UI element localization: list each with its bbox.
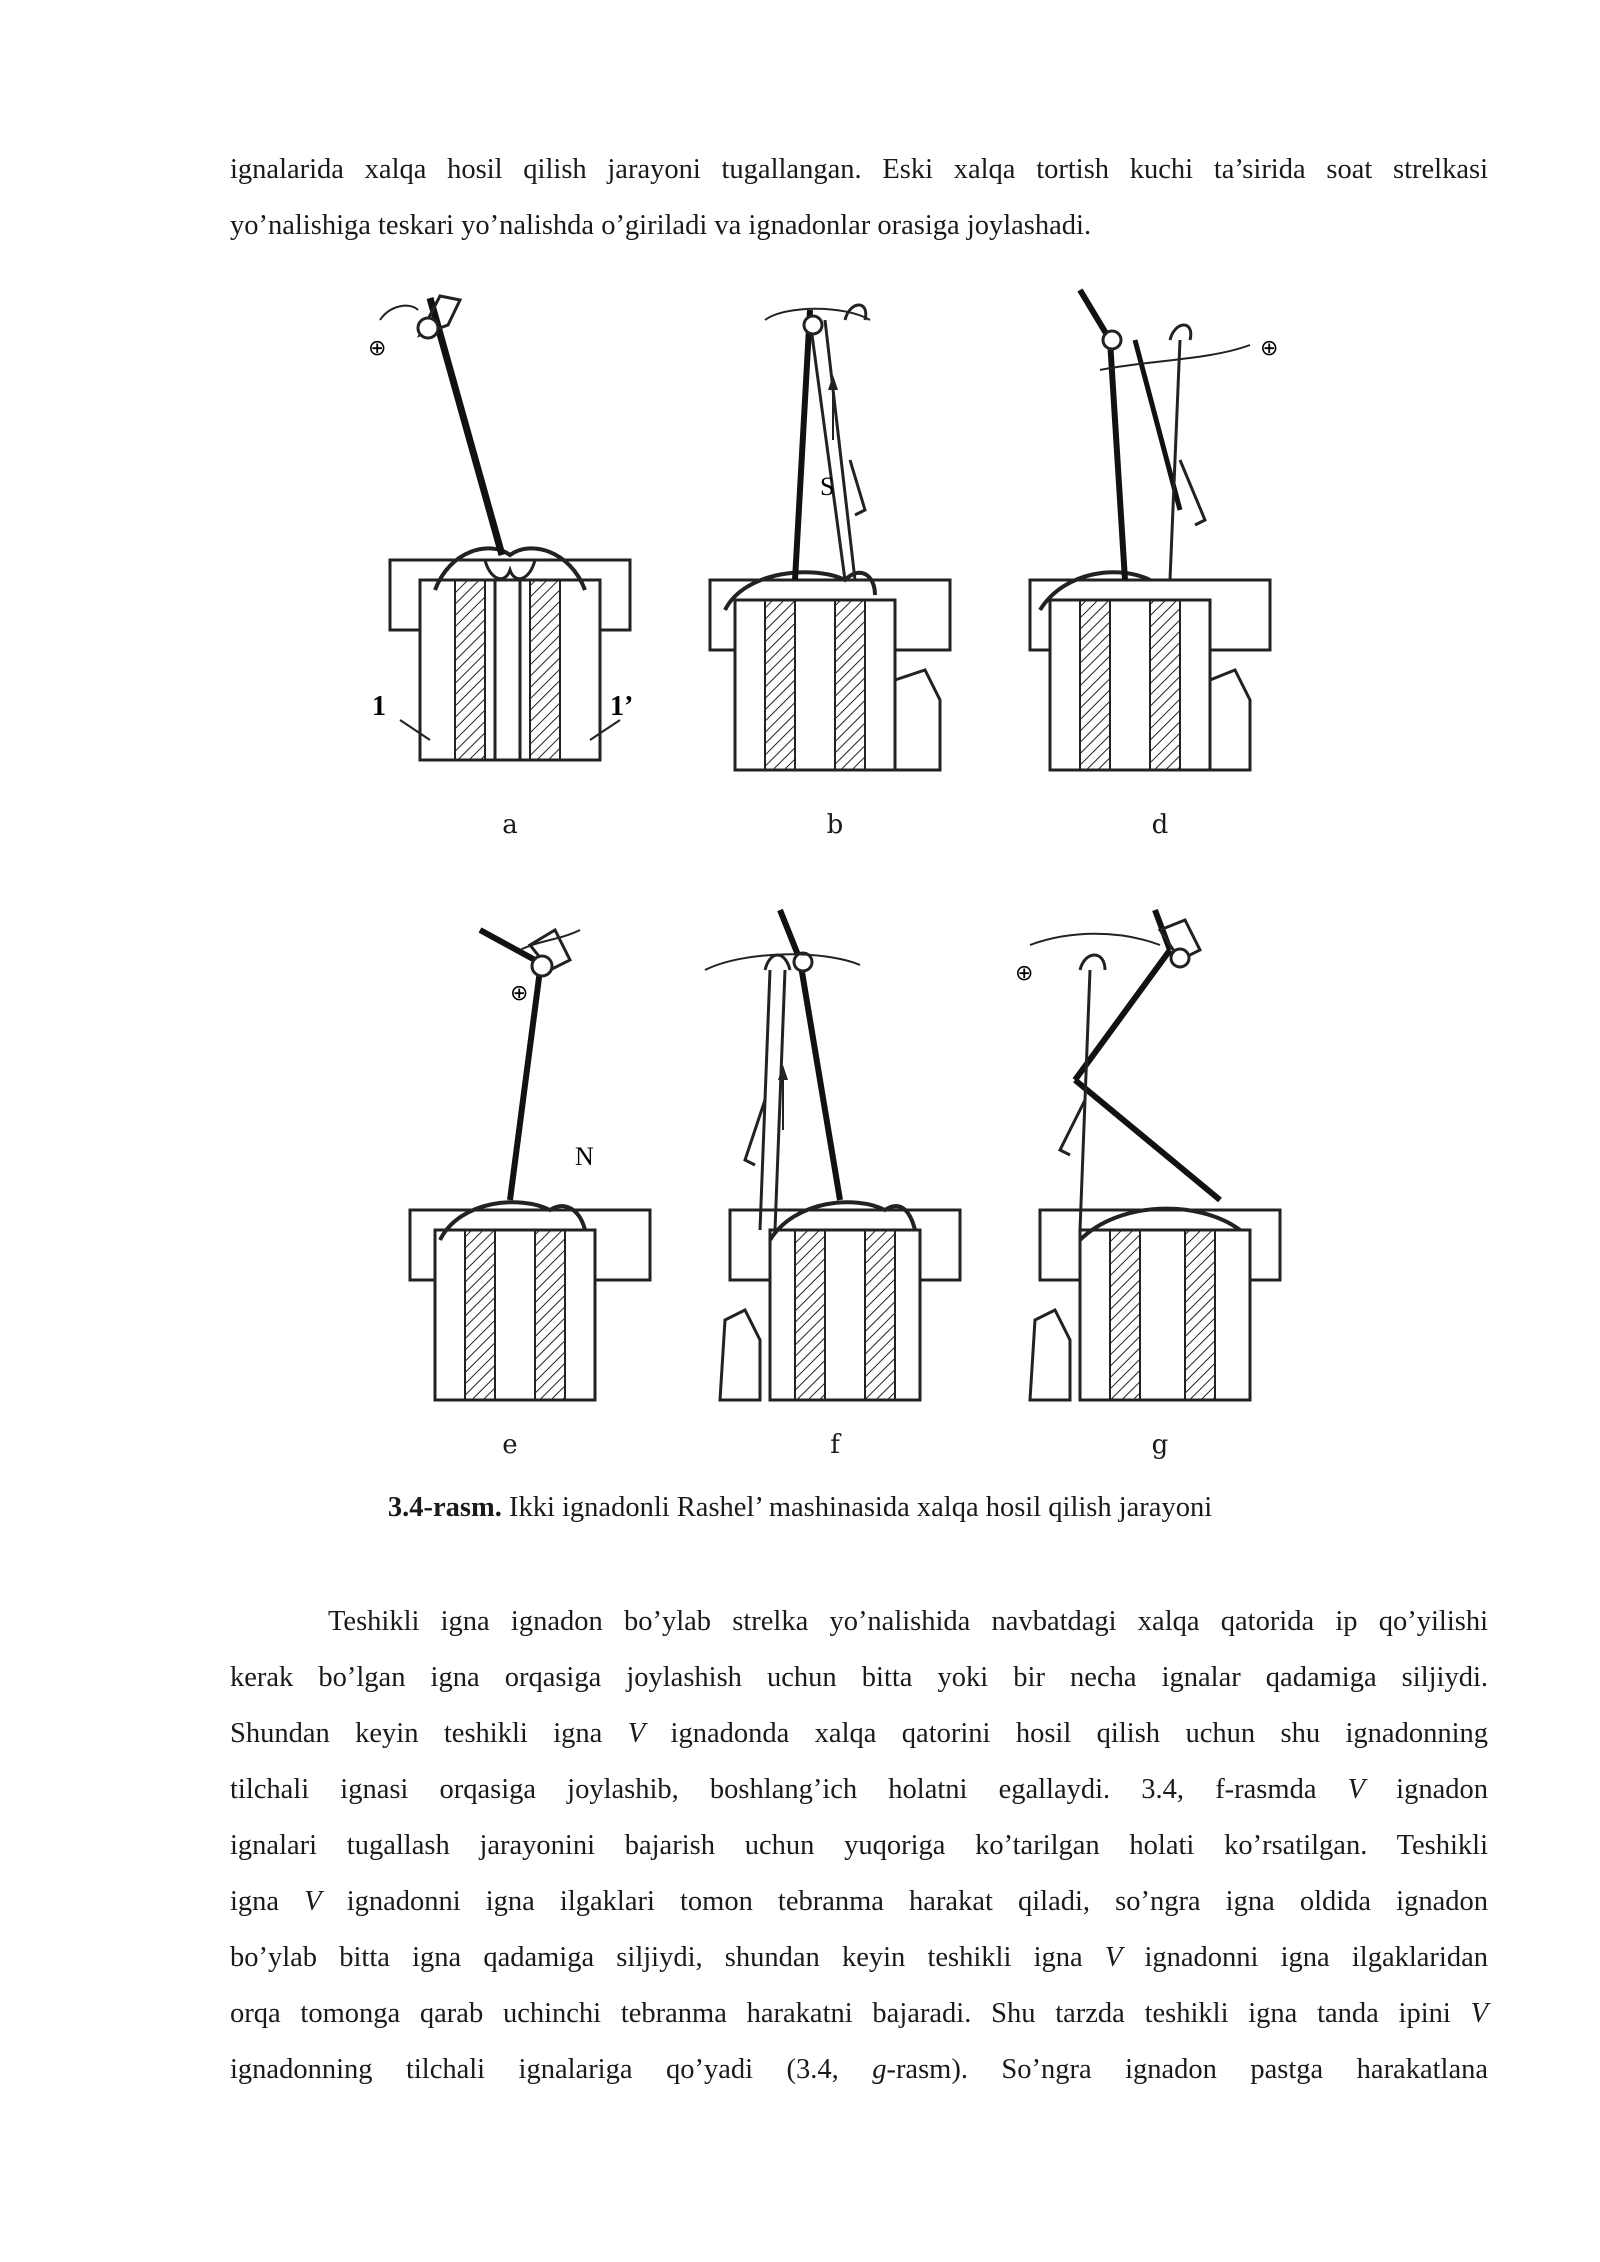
text-line: tilchali ignasi orqasiga joylashib, boshlang’ich holatni egallaydi. 3.4, f-rasmda V ignadon [230, 1774, 1488, 1805]
knitting-diagram-d [1010, 280, 1310, 840]
panel-label-g: g [1151, 1430, 1169, 1460]
text-line: ignalarida xalqa hosil qilish jarayoni tugallangan. Eski xalqa tortish kuchi ta’sirida soat strelkasi [230, 154, 1488, 185]
text-line: bo’ylab bitta igna qadamiga siljiydi, shundan keyin teshikli igna V ignadonni igna ilgaklaridan [230, 1942, 1488, 1973]
figure-3-4 [360, 280, 1310, 1470]
panel-label-f: f [830, 1430, 840, 1460]
knitting-diagram-e [360, 900, 660, 1460]
svg-text:⊕: ⊕ [1260, 336, 1279, 361]
mark-n: N [575, 1142, 594, 1171]
diagram-panel-f [685, 900, 985, 1460]
svg-text:⊕: ⊕ [510, 981, 529, 1006]
text-line: ignalari tugallash jarayonini bajarish uchun yuqoriga ko’tarilgan holati ko’rsatilgan. Teshikli [230, 1830, 1488, 1861]
mark-1-prime: 1’ [610, 691, 634, 722]
top-paragraph [230, 142, 1488, 254]
caption-text: Ikki ignadonli Rashel’ mashinasida xalqa hosil qilish jarayoni [501, 1492, 1213, 1523]
text-line: yo’nalishiga teskari yo’nalishda o’giriladi va ignadonlar orasiga joylashadi. [230, 210, 1092, 241]
caption-number: 3.4-rasm. [387, 1492, 502, 1523]
panel-label-d: d [1151, 810, 1169, 840]
text-line: Teshikli igna ignadon bo’ylab strelka yo’nalishida navbatdagi xalqa qatorida ip qo’yilishi [328, 1606, 1488, 1637]
panel-label-b: b [826, 810, 844, 840]
svg-text:⊕: ⊕ [1015, 961, 1034, 986]
svg-text:⊕: ⊕ [368, 336, 387, 361]
diagram-panel-g [1010, 900, 1310, 1460]
figure-caption [0, 1492, 1600, 1524]
diagram-panel-b [685, 280, 985, 840]
body-paragraph [230, 1594, 1488, 2098]
mark-s: S [820, 472, 835, 501]
text-line: kerak bo’lgan igna orqasiga joylashish uchun bitta yoki bir necha ignalar qadamiga siljiydi. [230, 1662, 1488, 1693]
knitting-diagram-f [685, 900, 985, 1460]
text-line: orqa tomonga qarab uchinchi tebranma harakatni bajaradi. Shu tarzda teshikli igna tanda ipini V [230, 1998, 1488, 2029]
panel-label-e: e [502, 1430, 518, 1460]
panel-label-a: a [502, 810, 518, 840]
knitting-diagram-a [360, 280, 660, 840]
text-line: ignadonning tilchali ignalariga qo’yadi (3.4, g-rasm). So’ngra ignadon pastga harakatlana [230, 2054, 1488, 2085]
diagram-panel-d [1010, 280, 1310, 840]
knitting-diagram-b [685, 280, 985, 840]
text-line: igna V ignadonni igna ilgaklari tomon tebranma harakat qiladi, so’ngra igna oldida ignadon [230, 1886, 1488, 1917]
diagram-panel-e [360, 900, 660, 1460]
diagram-panel-a [360, 280, 660, 840]
mark-1: 1 [372, 691, 386, 722]
text-line: Shundan keyin teshikli igna V ignadonda xalqa qatorini hosil qilish uchun shu ignadonning [230, 1718, 1488, 1749]
knitting-diagram-g [1010, 900, 1310, 1460]
